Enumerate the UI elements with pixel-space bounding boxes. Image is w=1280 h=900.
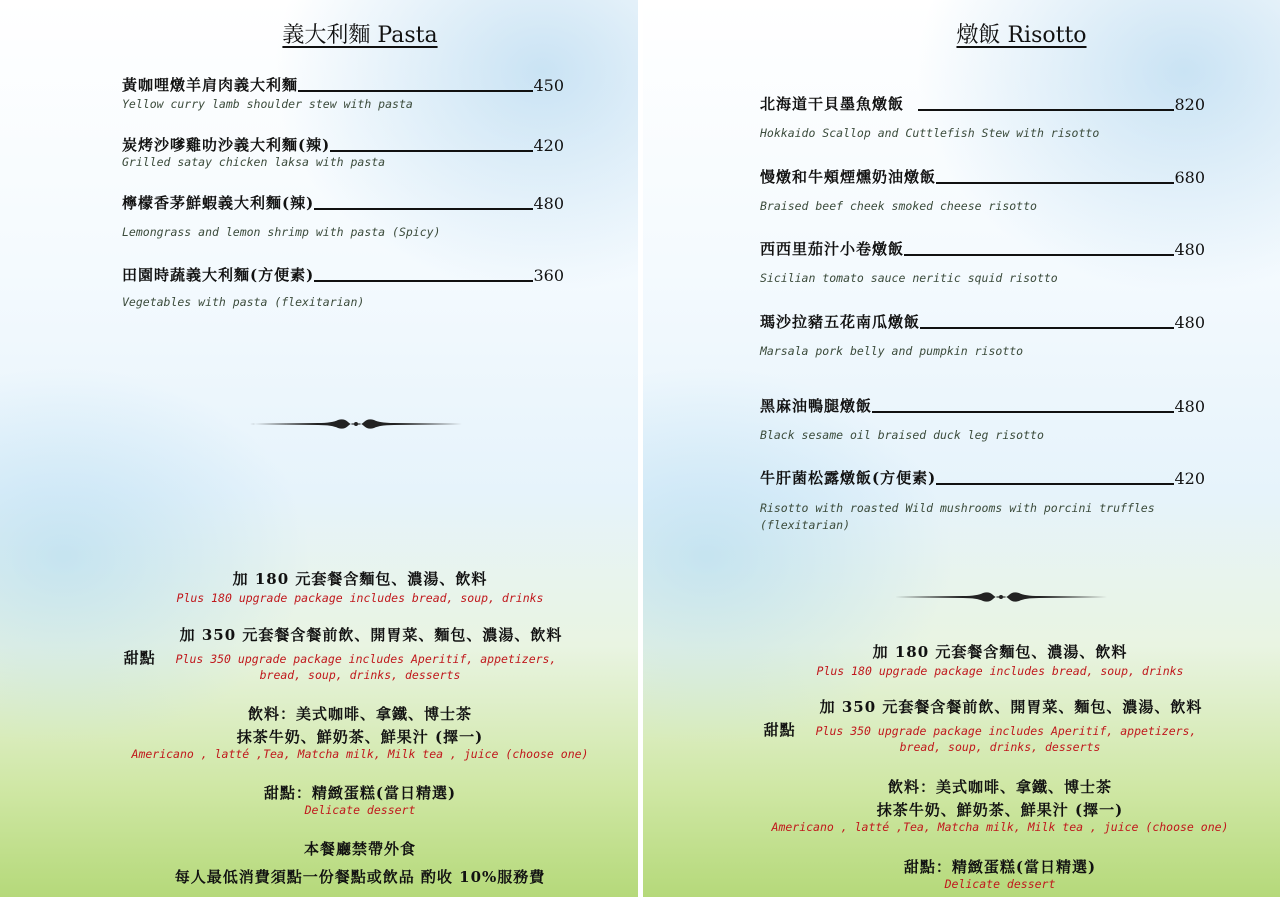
- menu-item: [760, 166, 1205, 213]
- item-name-en: Black sesame oil braised duck leg risotto: [760, 428, 1044, 442]
- note-cn: 加 180 元套餐含麵包、濃湯、飲料: [872, 643, 1128, 661]
- note-cn: 每人最低消費須點一份餐點或飲品 酌收 10%服務費: [174, 868, 546, 886]
- item-name-en: Sicilian tomato sauce neritic squid risotto: [760, 271, 1058, 285]
- dessert-note: [60, 782, 638, 817]
- note-cn: 抹茶牛奶、鮮奶茶、鮮果汁 (擇一): [876, 801, 1124, 819]
- dotted-leader: [920, 327, 1174, 329]
- note-en: Americano , latté ,Tea, Matcha milk, Milk tea , juice (choose one): [131, 747, 589, 761]
- menu-item: [760, 311, 1205, 358]
- dotted-leader: [298, 90, 533, 92]
- note-cn: 加 180 元套餐含麵包、濃湯、飲料: [232, 570, 488, 588]
- flourish-divider-icon: [893, 590, 1109, 604]
- note-en: Americano , latté ,Tea, Matcha milk, Milk tea , juice (choose one): [771, 820, 1229, 834]
- pasta-title: 義大利麵 Pasta: [282, 23, 438, 48]
- risotto-title: 燉飯 Risotto: [956, 23, 1087, 48]
- item-name-cn: 牛肝菌松露燉飯(方便素): [760, 469, 937, 487]
- item-price: 480: [1174, 397, 1205, 416]
- upgrade-180-note: [60, 568, 638, 605]
- note-cn: 飲料：美式咖啡、拿鐵、博士茶: [887, 778, 1112, 796]
- flourish-divider-icon: [248, 417, 464, 431]
- note-en: Plus 350 upgrade package includes Aperitif, appetizers,: [815, 724, 1197, 738]
- dotted-leader: [936, 483, 1174, 485]
- dotted-leader: [904, 254, 1174, 256]
- item-name-cn: 檸檬香茅鮮蝦義大利麵(辣): [122, 194, 315, 212]
- note-en: Delicate dessert: [944, 877, 1056, 891]
- menu-item: [760, 395, 1205, 442]
- item-price: 480: [1174, 313, 1205, 332]
- item-price: 360: [533, 266, 564, 285]
- note-cn: 甜點: [123, 649, 156, 667]
- dessert-note: [700, 856, 1280, 891]
- item-price: 480: [1174, 240, 1205, 259]
- item-price: 420: [1174, 469, 1205, 488]
- note-en: Plus 180 upgrade package includes bread, soup, drinks: [176, 591, 544, 605]
- dotted-leader: [330, 150, 533, 152]
- risotto-menu-page: [643, 0, 1280, 897]
- item-name-cn: 炭烤沙嗲雞叻沙義大利麵(辣): [122, 136, 331, 154]
- menu-item: [122, 192, 564, 239]
- item-name-en: Risotto with roasted Wild mushrooms with porcini truffles (flexitarian): [760, 501, 1155, 532]
- item-name-cn: 田園時蔬義大利麵(方便素): [122, 266, 315, 284]
- no-outside-food-note: [60, 838, 638, 859]
- item-price: 820: [1174, 95, 1205, 114]
- item-name-en: Marsala pork belly and pumpkin risotto: [760, 344, 1024, 358]
- item-name-en: Vegetables with pasta (flexitarian): [122, 295, 365, 309]
- item-name-cn: 黑麻油鴨腿燉飯: [760, 397, 873, 415]
- minimum-charge-note: [60, 866, 638, 887]
- dotted-leader: [918, 109, 1174, 111]
- note-cn: 抹茶牛奶、鮮奶茶、鮮果汁 (擇一): [236, 728, 484, 746]
- menu-item: [760, 467, 1205, 534]
- item-price: 420: [533, 136, 564, 155]
- note-cn: 飲料：美式咖啡、拿鐵、博士茶: [247, 705, 472, 723]
- menu-item: [122, 264, 564, 309]
- note-cn: 甜點：精緻蛋糕(當日精選): [263, 784, 457, 802]
- note-cn: 本餐廳禁帶外食: [303, 840, 416, 858]
- item-name-cn: 黃咖哩燉羊肩肉義大利麵: [122, 76, 299, 94]
- dotted-leader: [936, 182, 1174, 184]
- item-name-en: Yellow curry lamb shoulder stew with pasta: [122, 97, 413, 111]
- note-cn: 加 350 元套餐含餐前飲、開胃菜、麵包、濃湯、飲料: [179, 626, 563, 644]
- item-name-cn: 慢燉和牛頰煙燻奶油燉飯: [760, 168, 937, 186]
- item-name-cn: 瑪沙拉豬五花南瓜燉飯: [760, 313, 921, 331]
- note-cn: 甜點: [763, 721, 796, 739]
- drinks-note: [60, 703, 638, 761]
- item-price: 480: [533, 194, 564, 213]
- dotted-leader: [314, 208, 533, 210]
- dotted-leader: [872, 411, 1174, 413]
- note-en: bread, soup, drinks, desserts: [259, 668, 461, 682]
- item-name-cn: 北海道干貝墨魚燉飯: [760, 95, 905, 113]
- item-name-en: Braised beef cheek smoked cheese risotto: [760, 199, 1037, 213]
- item-name-en: Lemongrass and lemon shrimp with pasta (Spicy): [122, 225, 441, 239]
- menu-item: [122, 134, 564, 169]
- note-cn: 加 350 元套餐含餐前飲、開胃菜、麵包、濃湯、飲料: [819, 698, 1203, 716]
- note-en: Delicate dessert: [304, 803, 416, 817]
- item-price: 680: [1174, 168, 1205, 187]
- menu-item: [760, 93, 1205, 140]
- note-en: Plus 350 upgrade package includes Aperitif, appetizers,: [175, 652, 557, 666]
- item-name-en: Grilled satay chicken laksa with pasta: [122, 155, 386, 169]
- menu-item: [122, 74, 564, 111]
- item-price: 450: [533, 76, 564, 95]
- note-en: bread, soup, drinks, desserts: [899, 740, 1101, 754]
- upgrade-350-note: [60, 624, 638, 682]
- drinks-note: [700, 776, 1280, 834]
- menu-item: [760, 238, 1205, 285]
- item-name-en: Hokkaido Scallop and Cuttlefish Stew with risotto: [760, 126, 1100, 140]
- upgrade-180-note: [700, 641, 1280, 678]
- note-cn: 甜點：精緻蛋糕(當日精選): [903, 858, 1097, 876]
- item-name-cn: 西西里茄汁小卷燉飯: [760, 240, 905, 258]
- pasta-menu-page: [0, 0, 638, 897]
- upgrade-350-note: [700, 696, 1280, 754]
- note-en: Plus 180 upgrade package includes bread, soup, drinks: [816, 664, 1184, 678]
- dotted-leader: [314, 280, 533, 282]
